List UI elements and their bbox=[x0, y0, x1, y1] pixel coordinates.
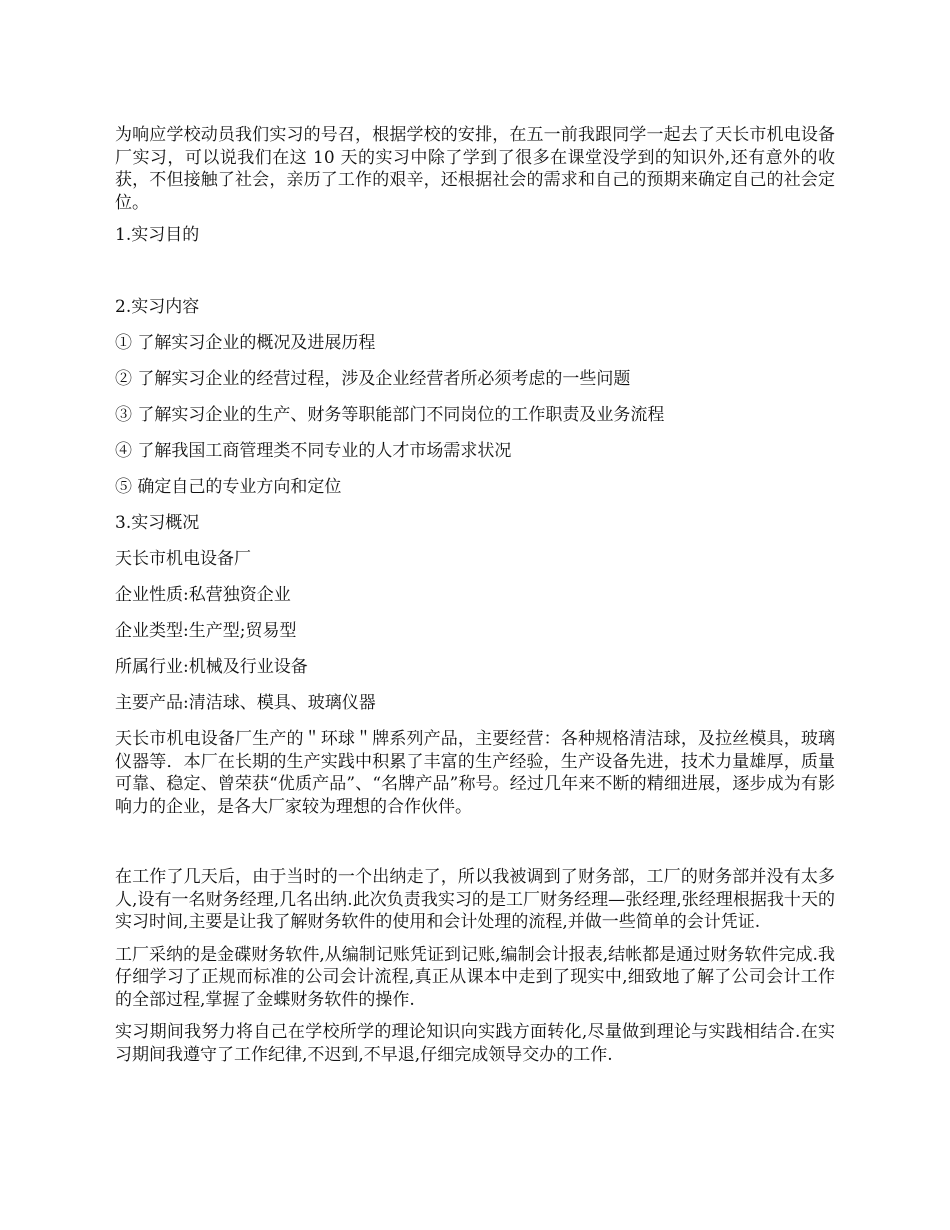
company-products: 主要产品:清洁球、模具、玻璃仪器 bbox=[115, 693, 376, 713]
content-item-1: ① 了解实习企业的概况及进展历程 bbox=[115, 333, 376, 353]
company-nature: 企业性质:私营独资企业 bbox=[115, 585, 291, 605]
intro-paragraph: 为响应学校动员我们实习的号召，根据学校的安排，在五一前我跟同学一起去了天长市机电设备厂实习，可以说我们在这 10 天的实习中除了学到了很多在课堂没学到的知识外,还有意外的收获，不但接触了社会，亲历了工作的艰辛，还根据社会的需求和自己的预期来确定自己的社会定位。 bbox=[115, 125, 835, 213]
company-name: 天长市机电设备厂 bbox=[115, 549, 251, 569]
section-title-overview: 3.实习概况 bbox=[115, 513, 200, 533]
content-item-3: ③ 了解实习企业的生产、财务等职能部门不同岗位的工作职责及业务流程 bbox=[115, 405, 665, 425]
document-page bbox=[115, 124, 835, 1076]
content-item-4: ④ 了解我国工商管理类不同专业的人才市场需求状况 bbox=[115, 441, 512, 461]
section-title-content: 2.实习内容 bbox=[115, 297, 200, 317]
section-title-purpose: 1.实习目的 bbox=[115, 225, 200, 245]
company-type: 企业类型:生产型;贸易型 bbox=[115, 621, 297, 641]
content-item-5: ⑤ 确定自己的专业方向和定位 bbox=[115, 477, 342, 497]
work-paragraph-1: 在工作了几天后，由于当时的一个出纳走了，所以我被调到了财务部，工厂的财务部并没有太多人,设有一名财务经理,几名出纳.此次负责我实习的是工厂财务经理—张经理,张经理根据我十天的实习时间,主要是让我了解财务软件的使用和会计处理的流程,并做一些简单的会计凭证. bbox=[115, 867, 835, 932]
company-industry: 所属行业:机械及行业设备 bbox=[115, 657, 308, 677]
content-item-2: ② 了解实习企业的经营过程，涉及企业经营者所必须考虑的一些问题 bbox=[115, 369, 631, 389]
work-paragraph-2: 工厂采纳的是金碟财务软件,从编制记账凭证到记账,编制会计报表,结帐都是通过财务软件完成.我仔细学习了正规而标准的公司会计流程,真正从课本中走到了现实中,细致地了解了公司会计工作的全部过程,掌握了金蝶财务软件的操作. bbox=[115, 944, 835, 1010]
work-paragraph-3: 实习期间我努力将自己在学校所学的理论知识向实践方面转化,尽量做到理论与实践相结合.在实习期间我遵守了工作纪律,不迟到,不早退,仔细完成领导交办的工作. bbox=[115, 1022, 835, 1065]
company-description: 天长市机电设备厂生产的＂环球＂牌系列产品，主要经营：各种规格清洁球，及拉丝模具，玻璃仪器等．本厂在长期的生产实践中积累了丰富的生产经验，生产设备先进，技术力量雄厚，质量可靠、稳定、曾荣获“优质产品”、“名牌产品”称号。经过几年来不断的精细进展，逐步成为有影响力的企业，是各大厂家较为理想的合作伙伴。 bbox=[115, 729, 835, 817]
